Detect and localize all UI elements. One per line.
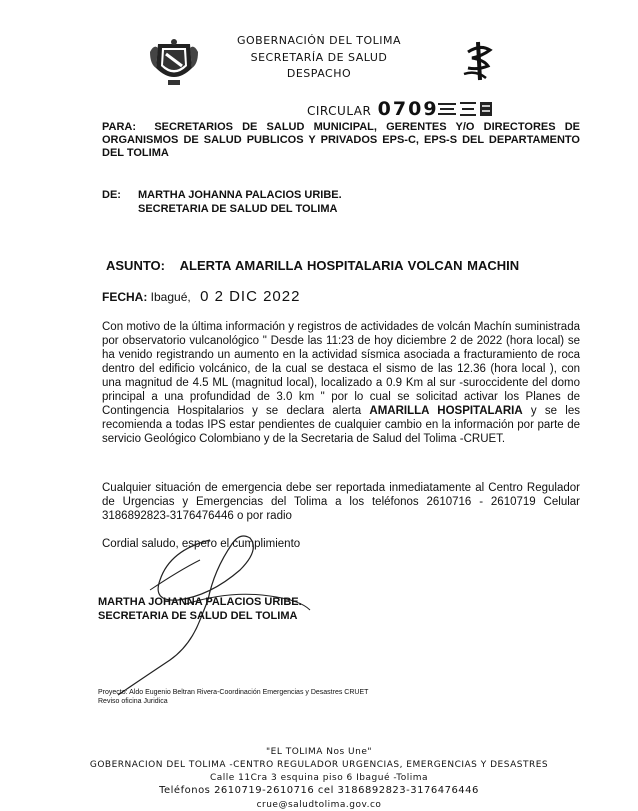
date-line (102, 288, 300, 305)
circular-number (307, 98, 439, 120)
subject-line (106, 258, 519, 273)
signatory-name: MARTHA JOHANNA PALACIOS URIBE. (98, 596, 302, 608)
date-label: FECHA: (102, 290, 148, 304)
footer-address: Calle 11Cra 3 esquina piso 6 Ibagué -Tolima (209, 773, 429, 783)
header-organization: GOBERNACIÓN DEL TOLIMA (236, 34, 401, 47)
stamp-mark-icon (436, 100, 496, 118)
body-paragraph-1-start: Con motivo de la última información y registros de actividades de volcán Machín suministrada por observatorio vulcanológico " Desde las 11:23 de hoy diciembre 2 de 2022 (hora local) se ha venido registrando un aumento en la actividad sísmica asociada a fracturamiento de roca dentro del edificio volcánico, de la cual se destaca el sismo de las 12.36 (hora local ), con una magnitud de 4.5 ML (magnitud local), localizado a 0.9 Km al sur -suroccidente del domo principal a una profundidad de 3.0 km " por lo cual se solicitad activar los Planes de Contingencia Hospitalarios y se declara alerta (102, 321, 580, 417)
header-secretariat: SECRETARÍA DE SALUD (250, 51, 388, 64)
date-stamp: 0 2 DIC 2022 (200, 288, 301, 305)
reviewed-by-note: Reviso oficina Juridica (98, 698, 168, 705)
header-office: DESPACHO (286, 67, 352, 80)
alert-level-emphasis: AMARILLA HOSPITALARIA (369, 405, 523, 417)
subject-label: ASUNTO: (106, 258, 165, 273)
body-paragraph-1 (102, 320, 580, 446)
sender-label: DE: (102, 189, 121, 201)
sender-role: SECRETARIA DE SALUD DEL TOLIMA (138, 203, 338, 215)
footer-phones: Teléfonos 2610719-2610716 cel 3186892823-3176476446 (159, 785, 479, 796)
footer-email: crue@saludtolima.gov.co (256, 800, 382, 810)
recipients-block (102, 121, 580, 160)
recipients-text: SECRETARIOS DE SALUD MUNICIPAL, GERENTES Y/O DIRECTORES DE ORGANISMOS DE SALUD PUBLICOS Y PRIVADOS EPS-C, EPS-S DEL DEPARTAMENTO DEL TOLIMA (102, 121, 580, 159)
circular-label: CIRCULAR (307, 104, 372, 118)
body-paragraph-2: Cualquier situación de emergencia debe ser reportada inmediatamente al Centro Regulador de Urgencias y Emergencias del Tolima a los teléfonos 2610716 - 2610719 Celular 3186892823-3176476446 o por radio (102, 482, 580, 522)
health-secretariat-logo-icon (460, 40, 494, 84)
body-paragraph-1-end: y se les recomienda a todas IPS estar pendientes de cualquier cambio en la información por parte de servicio Geológico Colombiano y de la Secretaria de Salud del Tolima -CRUET. (102, 405, 580, 445)
footer-slogan: "EL TOLIMA Nos Une" (266, 747, 372, 757)
date-city: Ibagué, (150, 290, 191, 304)
drafted-by-note: Proyecto: Aldo Eugenio Beltran Rivera-Coordinación Emergencias y Desastres CRUET (98, 689, 369, 696)
subject-value: ALERTA AMARILLA HOSPITALARIA VOLCAN MACHIN (179, 258, 520, 273)
signatory-role: SECRETARIA DE SALUD DEL TOLIMA (98, 610, 298, 622)
circular-number-value: 0709 (377, 98, 439, 120)
footer-organization: GOBERNACION DEL TOLIMA -CENTRO REGULADOR URGENCIAS, EMERGENCIAS Y DESASTRES (89, 760, 549, 770)
closing-line: Cordial saludo, espero el cumplimiento (102, 538, 301, 550)
sender-name: MARTHA JOHANNA PALACIOS URIBE. (138, 189, 342, 201)
recipients-label: PARA: (102, 121, 137, 133)
